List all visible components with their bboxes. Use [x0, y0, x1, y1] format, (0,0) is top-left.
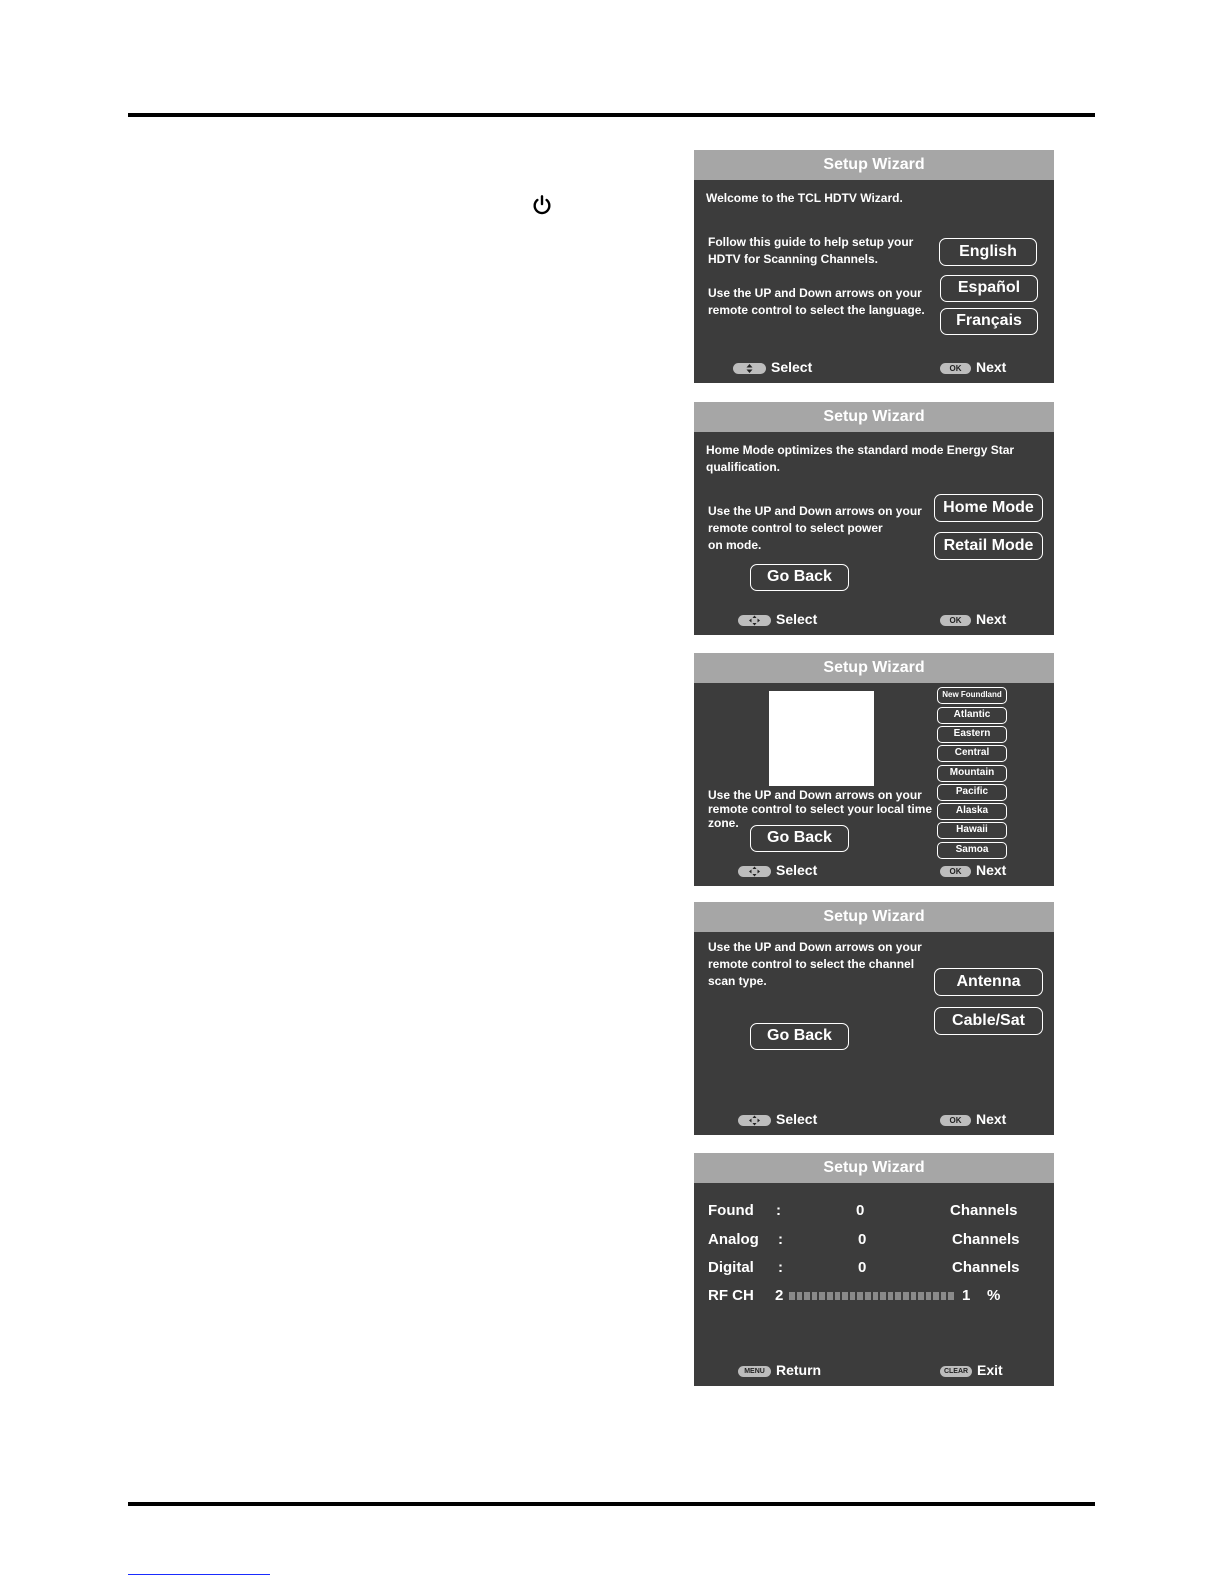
four-way-arrows-icon	[738, 866, 771, 877]
progress-segment	[888, 1292, 894, 1300]
instruction-text-line3: on mode.	[708, 538, 762, 552]
analog-label: Analog	[708, 1231, 759, 1248]
go-back-button[interactable]: Go Back	[750, 1023, 849, 1050]
next-hint	[940, 861, 1006, 879]
digital-value: 0	[858, 1259, 867, 1276]
english-button[interactable]: English	[939, 238, 1037, 266]
progress-segment	[926, 1292, 932, 1300]
retail-mode-button[interactable]: Retail Mode	[934, 532, 1043, 560]
found-unit: Channels	[950, 1202, 1018, 1219]
instruction-text-line3: zone.	[708, 816, 739, 830]
guide-text-line1: Follow this guide to help setup your	[708, 235, 914, 249]
progress-segment	[842, 1292, 848, 1300]
progress-segment	[835, 1292, 841, 1300]
clear-key-icon: CLEAR	[940, 1366, 972, 1377]
analog-value: 0	[858, 1231, 867, 1248]
instruction-text-line1: Use the UP and Down arrows on your	[708, 504, 922, 518]
select-label: Select	[771, 359, 813, 375]
timezone-eastern[interactable]: Eastern	[937, 726, 1007, 743]
panel-title: Setup Wizard	[694, 402, 1054, 432]
cable-sat-button[interactable]: Cable/Sat	[934, 1007, 1043, 1035]
go-back-button[interactable]: Go Back	[750, 825, 849, 852]
progress-segment	[812, 1292, 818, 1300]
power-icon	[531, 194, 553, 216]
timezone-central[interactable]: Central	[937, 745, 1007, 762]
next-label: Next	[976, 611, 1007, 627]
progress-segment	[857, 1292, 863, 1300]
progress-value: 1	[962, 1287, 971, 1304]
next-label: Next	[976, 1111, 1007, 1127]
home-mode-button[interactable]: Home Mode	[934, 494, 1043, 522]
instruction-text-line1: Use the UP and Down arrows on your	[708, 940, 922, 954]
scan-progress-bar	[789, 1292, 954, 1300]
select-label: Select	[776, 862, 818, 878]
timezone-alaska[interactable]: Alaska	[937, 803, 1007, 820]
progress-segment	[827, 1292, 833, 1300]
guide-text-line2: HDTV for Scanning Channels.	[708, 252, 879, 266]
up-down-arrows-icon	[733, 363, 766, 374]
rf-channel-value: 2	[775, 1287, 784, 1304]
ok-key-icon: OK	[940, 363, 971, 374]
francais-button[interactable]: Français	[940, 308, 1038, 335]
four-way-arrows-icon	[738, 615, 771, 626]
return-hint	[738, 1361, 821, 1379]
instruction-text-line2: remote control to select power	[708, 521, 883, 535]
percent-sign: %	[987, 1287, 1001, 1304]
mode-description-line2: qualification.	[706, 460, 781, 474]
progress-segment	[941, 1292, 947, 1300]
exit-hint	[940, 1361, 1003, 1379]
bottom-rule	[128, 1502, 1095, 1506]
digital-label: Digital	[708, 1259, 754, 1276]
setup-wizard-mode-panel	[694, 402, 1054, 635]
antenna-button[interactable]: Antenna	[934, 968, 1043, 996]
four-way-arrows-icon	[738, 1115, 771, 1126]
exit-label: Exit	[977, 1362, 1003, 1378]
instruction-text-line3: scan type.	[708, 974, 767, 988]
espanol-button[interactable]: Español	[940, 275, 1038, 302]
instruction-text-line2: remote control to select the channel	[708, 957, 915, 971]
menu-key-icon: MENU	[738, 1366, 771, 1377]
progress-segment	[819, 1292, 825, 1300]
progress-segment	[918, 1292, 924, 1300]
found-colon: :	[776, 1202, 781, 1219]
timezone-samoa[interactable]: Samoa	[937, 842, 1007, 859]
select-label: Select	[776, 611, 818, 627]
select-hint	[738, 610, 817, 628]
progress-segment	[933, 1292, 939, 1300]
welcome-text: Welcome to the TCL HDTV Wizard.	[706, 191, 903, 205]
select-hint	[738, 1110, 817, 1128]
progress-segment	[911, 1292, 917, 1300]
panel-title: Setup Wizard	[694, 902, 1054, 932]
ok-key-icon: OK	[940, 866, 971, 877]
select-hint	[733, 358, 812, 376]
ok-key-icon: OK	[940, 615, 971, 626]
instruction-text-line1: Use the UP and Down arrows on your	[708, 286, 922, 300]
setup-wizard-scan-progress-panel	[694, 1153, 1054, 1386]
instruction-text-line2: remote control to select your local time	[708, 802, 933, 816]
digital-colon: :	[778, 1259, 783, 1276]
timezone-atlantic[interactable]: Atlantic	[937, 707, 1007, 724]
go-back-button[interactable]: Go Back	[750, 564, 849, 591]
progress-segment	[804, 1292, 810, 1300]
panel-title: Setup Wizard	[694, 1153, 1054, 1183]
mode-description-line1: Home Mode optimizes the standard mode Energy Star	[706, 443, 1015, 457]
digital-unit: Channels	[952, 1259, 1020, 1276]
timezone-mountain[interactable]: Mountain	[937, 765, 1007, 782]
setup-wizard-scan-type-panel	[694, 902, 1054, 1135]
progress-segment	[948, 1292, 954, 1300]
progress-segment	[895, 1292, 901, 1300]
progress-segment	[865, 1292, 871, 1300]
panel-title: Setup Wizard	[694, 150, 1054, 180]
progress-segment	[850, 1292, 856, 1300]
timezone-new-foundland[interactable]: New Foundland	[937, 687, 1007, 704]
panel-title: Setup Wizard	[694, 653, 1054, 683]
timezone-pacific[interactable]: Pacific	[937, 784, 1007, 801]
instruction-text-line2: remote control to select the language.	[708, 303, 925, 317]
ok-key-icon: OK	[940, 1115, 971, 1126]
timezone-map-image	[769, 691, 874, 786]
return-label: Return	[776, 1362, 822, 1378]
setup-wizard-timezone-panel	[694, 653, 1054, 886]
setup-wizard-language-panel	[694, 150, 1054, 383]
analog-unit: Channels	[952, 1231, 1020, 1248]
found-value: 0	[856, 1202, 865, 1219]
progress-segment	[873, 1292, 879, 1300]
next-hint	[940, 610, 1006, 628]
next-label: Next	[976, 359, 1007, 375]
progress-segment	[903, 1292, 909, 1300]
found-label: Found	[708, 1202, 754, 1219]
top-rule	[128, 113, 1095, 117]
timezone-hawaii[interactable]: Hawaii	[937, 822, 1007, 839]
progress-segment	[880, 1292, 886, 1300]
instruction-text-line1: Use the UP and Down arrows on your	[708, 788, 922, 802]
next-hint	[940, 358, 1006, 376]
next-hint	[940, 1110, 1006, 1128]
select-hint	[738, 861, 817, 879]
rf-channel-label: RF CH	[708, 1287, 754, 1304]
select-label: Select	[776, 1111, 818, 1127]
progress-segment	[789, 1292, 795, 1300]
next-label: Next	[976, 862, 1007, 878]
footer-link-underline	[128, 1574, 270, 1575]
progress-segment	[797, 1292, 803, 1300]
analog-colon: :	[778, 1231, 783, 1248]
